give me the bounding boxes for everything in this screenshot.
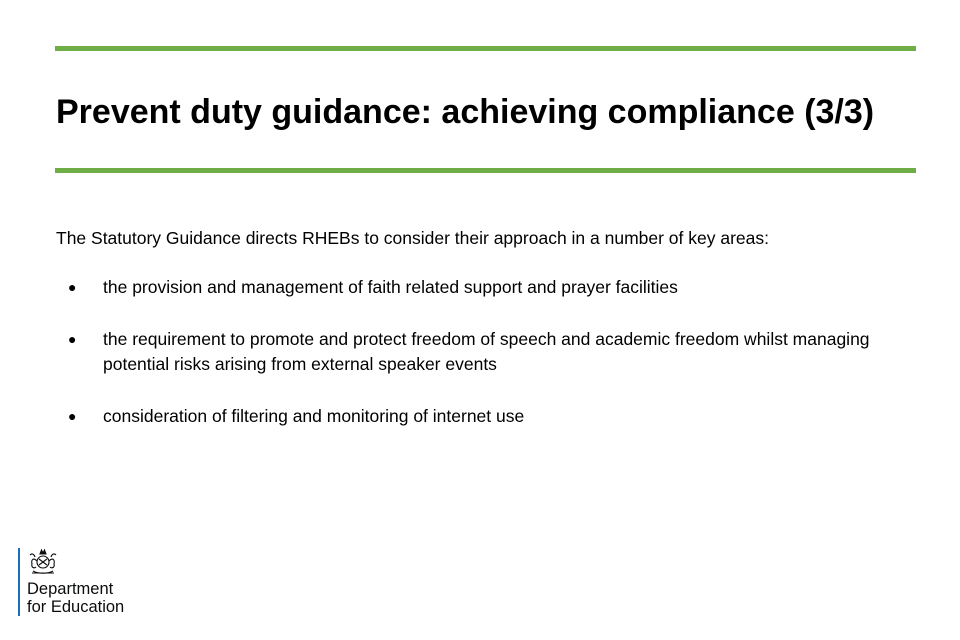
logo-line-education: for Education — [27, 598, 125, 616]
bullet-icon: ● — [68, 408, 77, 424]
bullet-list — [56, 275, 876, 456]
page-title: Prevent duty guidance: achieving compliance (3/3) — [56, 93, 875, 131]
bullet-text: the requirement to promote and protect freedom of speech and academic freedom whilst managing potential risks arising from external speaker events — [103, 329, 870, 374]
department-logo — [18, 548, 158, 616]
bullet-icon: ● — [68, 331, 77, 347]
logo-bar — [18, 548, 20, 616]
list-item — [56, 327, 876, 377]
bullet-text: the provision and management of faith related support and prayer facilities — [103, 277, 678, 297]
bullet-text: consideration of filtering and monitoring of internet use — [103, 406, 525, 426]
bullet-icon: ● — [68, 279, 77, 295]
top-divider — [55, 46, 916, 51]
bottom-divider — [55, 168, 916, 173]
logo-text — [27, 580, 124, 616]
logo-line-department: Department — [27, 580, 114, 598]
intro-text: The Statutory Guidance directs RHEBs to consider their approach in a number of key areas: — [56, 228, 769, 248]
royal-crest-icon — [26, 548, 60, 576]
list-item — [56, 275, 876, 300]
list-item — [56, 404, 876, 429]
